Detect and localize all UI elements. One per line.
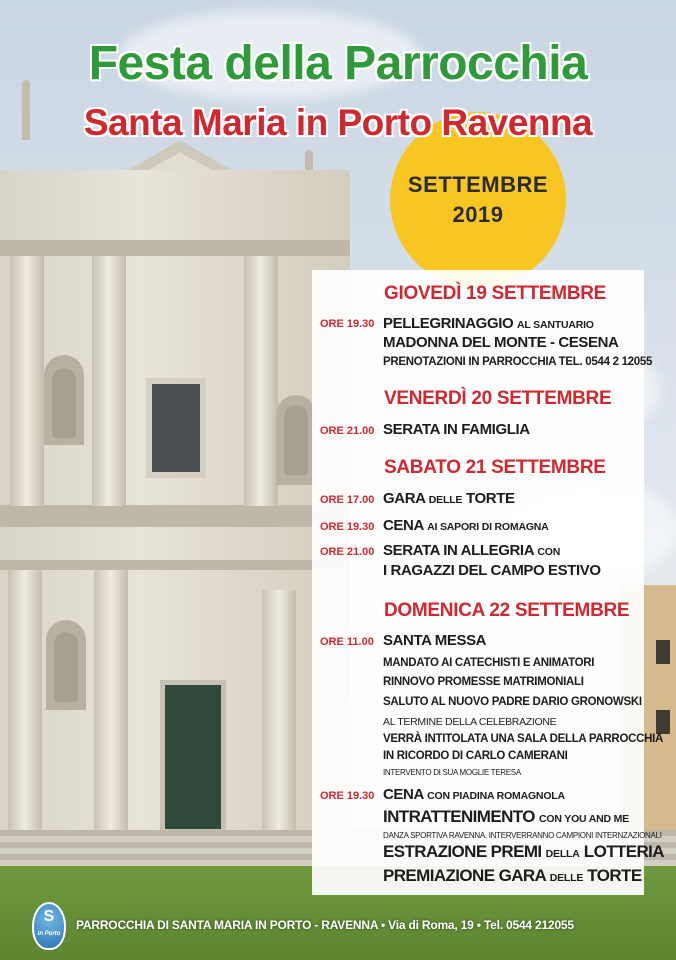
mass-detail: AL TERMINE DELLA CELEBRAZIONE: [383, 716, 557, 728]
statue: [284, 405, 308, 475]
entertainment-detail: DANZA SPORTIVA RAVENNA. INTERVERRANNO CAMPIONI INTERNZAZIONALI: [383, 831, 662, 840]
footer-contact: PARROCCHIA DI SANTA MARIA IN PORTO - RAVENNA • Via di Roma, 19 • Tel. 0544 212055: [76, 918, 574, 932]
column: [92, 256, 126, 506]
event-time: ORE 11.00: [320, 636, 374, 648]
footer: [0, 898, 676, 960]
event-connector: CON: [537, 546, 561, 558]
event-connector: DELLE: [549, 872, 584, 884]
date-month: SETTEMBRE: [407, 172, 549, 197]
event-location: MADONNA DEL MONTE - CESENA: [383, 334, 619, 351]
mass-detail: SALUTO AL NUOVO PADRE DARIO GRONOWSKI: [383, 696, 642, 708]
mass-detail: VERRÀ INTITOLATA UNA SALA DELLA PARROCCHIA: [383, 733, 663, 745]
event-main: INTRATTENIMENTO: [383, 807, 535, 826]
event-main: SERATA IN ALLEGRIA: [383, 542, 534, 559]
event-holy-mass: SANTA MESSA: [383, 632, 487, 649]
program-panel: [312, 270, 664, 895]
event-time: ORE 17.00: [320, 494, 375, 506]
poster-title: Festa della Parrocchia: [88, 37, 588, 90]
mass-detail: INTERVENTO DI SUA MOGLIE TERESA: [383, 768, 521, 777]
mass-detail: IN RICORDO DI CARLO CAMERANI: [383, 750, 568, 762]
church-door: [160, 680, 226, 834]
event-main: ESTRAZIONE PREMI: [383, 842, 542, 861]
day-heading-thursday: GIOVEDÌ 19 SETTEMBRE: [384, 283, 607, 304]
event-cake-awards: [383, 867, 642, 887]
cornice: [0, 560, 350, 570]
column: [10, 256, 44, 506]
statue: [52, 368, 76, 438]
event-dinner: [383, 517, 549, 536]
event-main: PREMIAZIONE GARA: [383, 866, 546, 885]
cornice: [0, 240, 350, 256]
event-main: TORTE: [466, 490, 515, 507]
date-year: 2019: [452, 202, 504, 227]
column: [8, 570, 42, 830]
event-evening-fun: [383, 542, 560, 561]
event-lottery: [383, 843, 664, 863]
column: [262, 590, 296, 830]
event-time: ORE 19.30: [320, 790, 375, 802]
day-heading-saturday: SABATO 21 SETTEMBRE: [384, 457, 606, 478]
column: [244, 256, 278, 506]
event-main: PELLEGRINAGGIO: [383, 315, 514, 332]
side-window: [656, 640, 670, 664]
statue: [54, 632, 78, 702]
parish-logo: [32, 902, 66, 950]
event-main: CENA: [383, 517, 424, 534]
event-entertainment: [383, 808, 629, 828]
event-detail: AI SAPORI DI ROMAGNA: [427, 521, 549, 533]
event-main: TORTE: [587, 866, 642, 885]
event-booking-info: PRENOTAZIONI IN PARROCCHIA TEL. 0544 2 12055: [383, 356, 653, 368]
event-time: ORE 21.00: [320, 546, 375, 558]
day-heading-sunday: DOMENICA 22 SETTEMBRE: [384, 600, 630, 621]
logo-text: in Porto: [37, 931, 61, 937]
event-detail: CON PIADINA ROMAGNOLA: [427, 790, 565, 802]
logo-letter: S: [43, 908, 55, 925]
event-detail: AL SANTUARIO: [517, 319, 594, 331]
event-detail: CON YOU AND ME: [539, 813, 629, 825]
event-summer-camp-kids: I RAGAZZI DEL CAMPO ESTIVO: [383, 562, 601, 579]
cornice: [0, 505, 350, 527]
event-pilgrimage: [383, 315, 594, 334]
event-time: ORE 19.30: [320, 318, 375, 330]
event-connector: DELLA: [545, 848, 580, 860]
event-time: ORE 19.30: [320, 521, 375, 533]
column: [94, 570, 128, 830]
event-piadina-dinner: [383, 786, 565, 805]
day-heading-friday: VENERDÌ 20 SETTEMBRE: [384, 388, 612, 409]
mass-detail: RINNOVO PROMESSE MATRIMONIALI: [383, 676, 584, 688]
event-cake-contest: [383, 490, 515, 509]
event-main: LOTTERIA: [583, 842, 664, 861]
event-connector: DELLE: [428, 494, 463, 506]
event-main: GARA: [383, 490, 426, 507]
poster-subtitle: Santa Maria in Porto Ravenna: [83, 102, 593, 143]
event-main: CENA: [383, 786, 424, 803]
event-family-evening: SERATA IN FAMIGLIA: [383, 421, 530, 438]
church-window: [146, 378, 206, 478]
event-time: ORE 21.00: [320, 425, 375, 437]
mass-detail: MANDATO AI CATECHISTI E ANIMATORI: [383, 657, 595, 669]
